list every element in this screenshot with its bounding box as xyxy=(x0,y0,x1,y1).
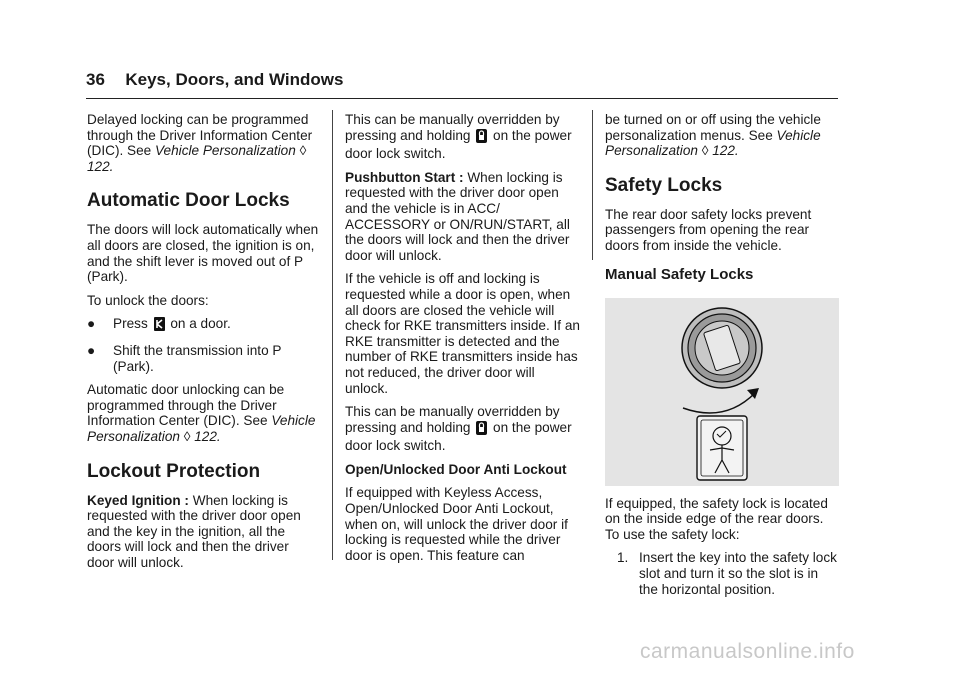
cross-reference-link[interactable]: Vehicle Personalization xyxy=(155,143,296,159)
page-number: 36 xyxy=(86,70,105,89)
paragraph: If equipped with Keyless Access, Open/Unlocked Door Anti Lockout, when on, will unlock the driver door if locking is requested while the driver door is open. This feature can xyxy=(345,485,568,563)
page-ref-icon: ◊ xyxy=(701,143,709,159)
paragraph: The rear door safety locks prevent passengers from opening the rear doors from inside the vehicle. xyxy=(605,206,812,253)
safety-lock-diagram-icon xyxy=(605,298,839,486)
page-header xyxy=(86,70,838,90)
paragraph: Keyed Ignition : When locking is requested with the driver door open and the key in the ignition, all the doors will lock and then the driver door will unlock. xyxy=(87,492,301,570)
section-heading: Automatic Door Locks xyxy=(87,190,290,212)
page-title: Keys, Doors, and Windows xyxy=(125,70,344,89)
term-label: Pushbutton Start : xyxy=(345,169,464,185)
paragraph: Delayed locking can be programmed through the Driver Information Center (DIC). See Vehicle Personalization ◊ 122. xyxy=(87,112,313,174)
numbered-step: 1. Insert the key into the safety lock slot and turn it so the slot is in the horizontal position. xyxy=(617,550,837,597)
bullet-icon: ● xyxy=(87,342,96,358)
header-rule xyxy=(86,98,838,99)
column-1 xyxy=(87,112,319,578)
subsection-heading: Manual Safety Locks xyxy=(605,265,754,283)
page-ref-icon: ◊ xyxy=(183,428,191,444)
step-number: 1. xyxy=(617,550,629,566)
list-item: ● Press on a door. xyxy=(87,316,319,335)
section-heading: Safety Locks xyxy=(605,174,723,196)
unlock-key-icon xyxy=(154,317,165,335)
list-item: ● Shift the transmission into P (Park). xyxy=(87,342,282,374)
column-2 xyxy=(345,112,581,571)
term-label: Keyed Ignition : xyxy=(87,492,189,508)
column-divider xyxy=(592,110,593,260)
paragraph: This can be manually overridden by pressing and holding on the power door lock switch. xyxy=(345,112,572,162)
paragraph: be turned on or off using the vehicle personalization menus. See Vehicle Personalization ◊ 122. xyxy=(605,112,821,159)
paragraph: This can be manually overridden by pressing and holding on the power door lock switch. xyxy=(345,404,572,454)
page-ref-number[interactable]: 122. xyxy=(712,143,739,159)
cross-reference-link[interactable]: Vehicle Personalization xyxy=(605,127,821,159)
section-heading: Lockout Protection xyxy=(87,460,261,482)
paragraph: Automatic door unlocking can be programmed through the Driver Information Center (DIC). See Vehicle Personalization ◊ 122. xyxy=(87,382,316,444)
cross-reference-link[interactable]: Vehicle Personalization xyxy=(87,413,316,444)
paragraph: To unlock the doors: xyxy=(87,292,209,308)
lock-icon xyxy=(476,129,487,147)
column-3 xyxy=(605,112,839,605)
lock-icon xyxy=(476,421,487,439)
paragraph: If equipped, the safety lock is located on the inside edge of the rear doors. To use the safety lock: xyxy=(605,495,828,542)
page-ref-number[interactable]: 122. xyxy=(87,158,114,174)
paragraph: Pushbutton Start : When locking is requested with the driver door open and the vehicle is in ACC/ ACCESSORY or ON/RUN/START, all the doors will lock and then the driver door will unlock. xyxy=(345,169,570,263)
subheading: Open/Unlocked Door Anti Lockout xyxy=(345,461,567,477)
bullet-icon: ● xyxy=(87,316,96,332)
page-ref-icon: ◊ xyxy=(299,143,307,159)
paragraph: If the vehicle is off and locking is requested while a door is open, when all doors are closed the vehicle will check for RKE transmitters inside. If an RKE transmitter is detected and the number of RKE transmitters inside has not reduced, the driver door will unlock. xyxy=(345,271,580,396)
paragraph: The doors will lock automatically when all doors are closed, the ignition is on, and the shift lever is moved out of P (Park). xyxy=(87,222,319,285)
column-divider xyxy=(332,110,333,560)
safety-lock-illustration xyxy=(605,298,839,486)
watermark: carmanualsonline.info xyxy=(640,640,855,663)
page-ref-number[interactable]: 122. xyxy=(194,428,221,444)
